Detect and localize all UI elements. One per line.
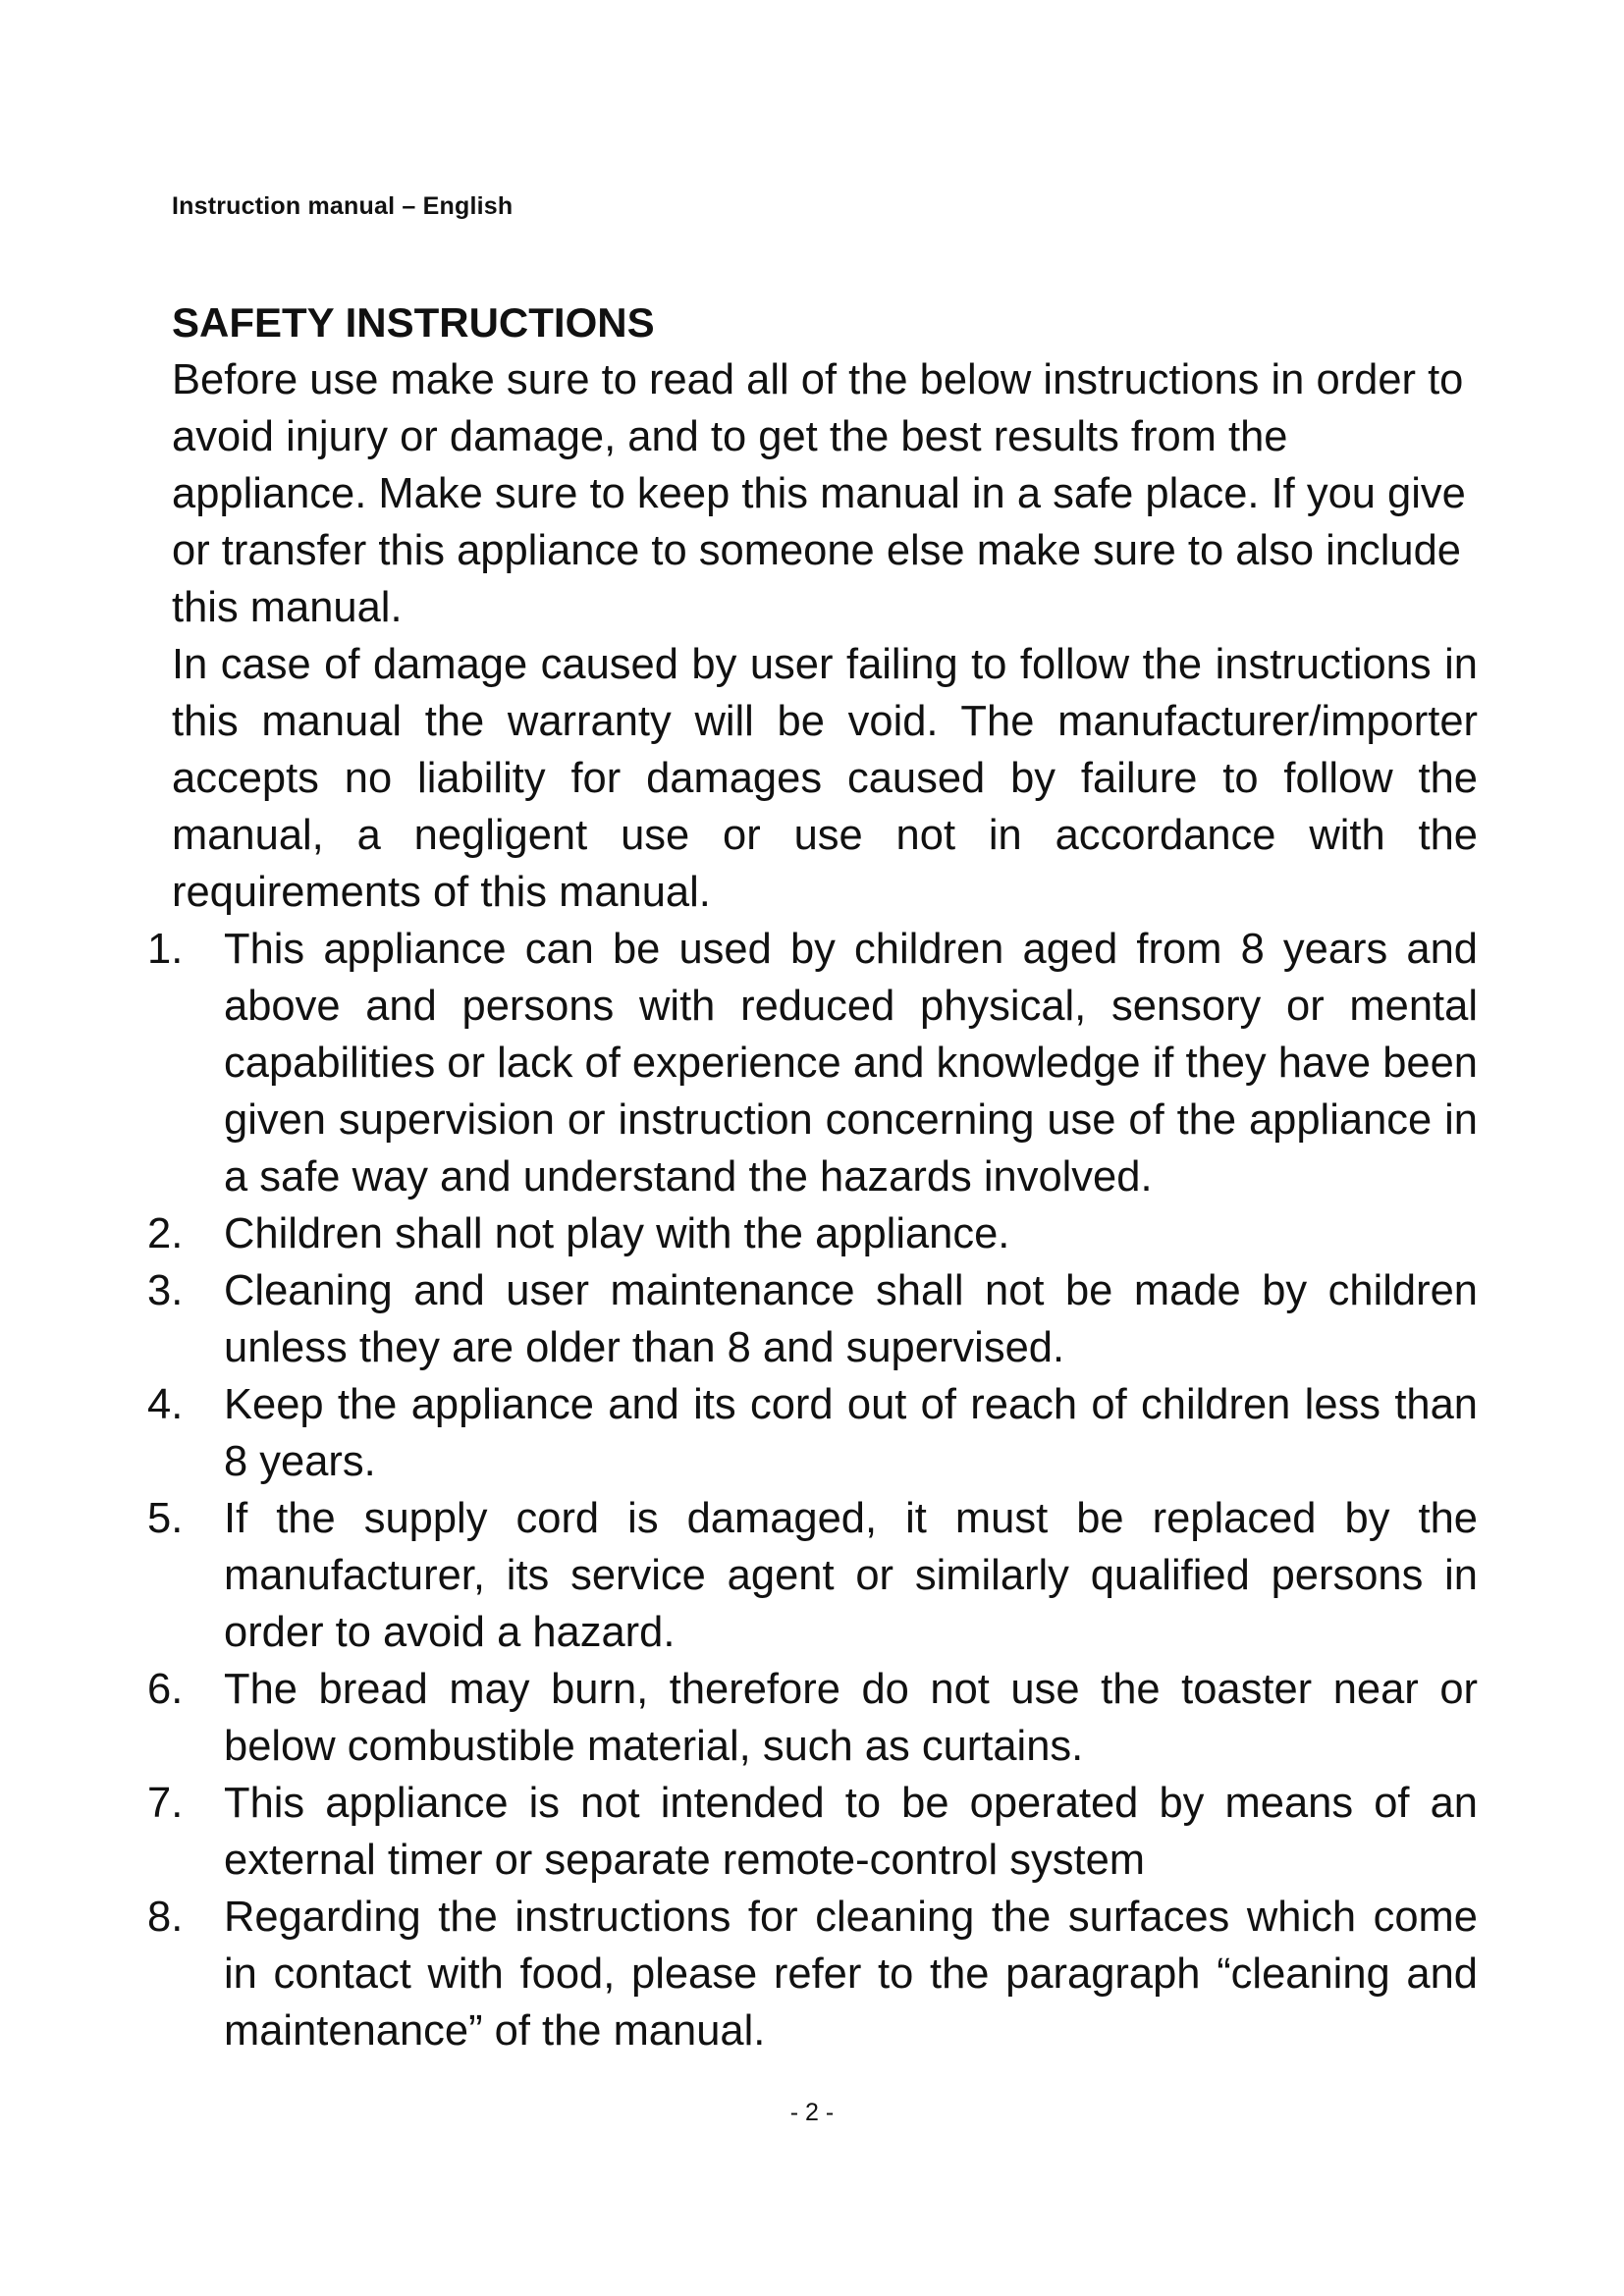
- list-item: [147, 1262, 1478, 1376]
- item-number: 7.: [147, 1780, 184, 1827]
- page-header: Instruction manual – English: [172, 192, 514, 220]
- safety-list: [147, 921, 1478, 2059]
- list-item: [147, 1376, 1478, 1490]
- page-number: - 2 -: [789, 2099, 835, 2126]
- list-item: [147, 1205, 1478, 1262]
- item-text: This appliance can be used by children aged from 8 years and above and persons with reduced physical, sensory or mental capabilities or lack of experience and knowledge if they have been given supervision or instruction concerning use of the appliance in a safe way and understand the hazards involved.: [224, 926, 1478, 1201]
- list-item: [147, 1889, 1478, 2059]
- item-text: Children shall not play with the appliance.: [224, 1210, 1010, 1257]
- list-item: [147, 1775, 1478, 1889]
- intro-paragraph-2: In case of damage caused by user failing to follow the instructions in this manual the warranty will be void. The manufacturer/importer accepts no liability for damages caused by failure to follow the manual, a negligent use or use not in accordance with the requirements of this manual.: [172, 641, 1478, 916]
- item-number: 1.: [147, 926, 184, 973]
- item-number: 3.: [147, 1267, 184, 1314]
- item-text: Cleaning and user maintenance shall not be made by children unless they are older than 8 and supervised.: [224, 1267, 1478, 1371]
- list-item: [147, 1490, 1478, 1661]
- safety-section: [147, 294, 1478, 2059]
- item-text: The bread may burn, therefore do not use the toaster near or below combustible material, such as curtains.: [224, 1666, 1478, 1770]
- item-number: 6.: [147, 1666, 184, 1713]
- list-item: [147, 1661, 1478, 1775]
- item-text: If the supply cord is damaged, it must be replaced by the manufacturer, its service agent or similarly qualified persons in order to avoid a hazard.: [224, 1495, 1478, 1656]
- section-title: SAFETY INSTRUCTIONS: [172, 299, 655, 346]
- item-text: Keep the appliance and its cord out of reach of children less than 8 years.: [224, 1381, 1478, 1485]
- item-number: 2.: [147, 1210, 184, 1257]
- intro-paragraph-1: Before use make sure to read all of the below instructions in order to avoid injury or damage, and to get the best results from the appliance. Make sure to keep this manual in a safe place. If you give or transfer this appliance to someone else make sure to also include this manual.: [172, 356, 1466, 631]
- list-item: [147, 921, 1478, 1205]
- item-text: This appliance is not intended to be operated by means of an external timer or separate remote-control system: [224, 1780, 1478, 1884]
- item-number: 4.: [147, 1381, 184, 1428]
- item-number: 5.: [147, 1495, 184, 1542]
- item-text: Regarding the instructions for cleaning the surfaces which come in contact with food, please refer to the paragraph “cleaning and maintenance” of the manual.: [224, 1894, 1478, 2055]
- item-number: 8.: [147, 1894, 184, 1941]
